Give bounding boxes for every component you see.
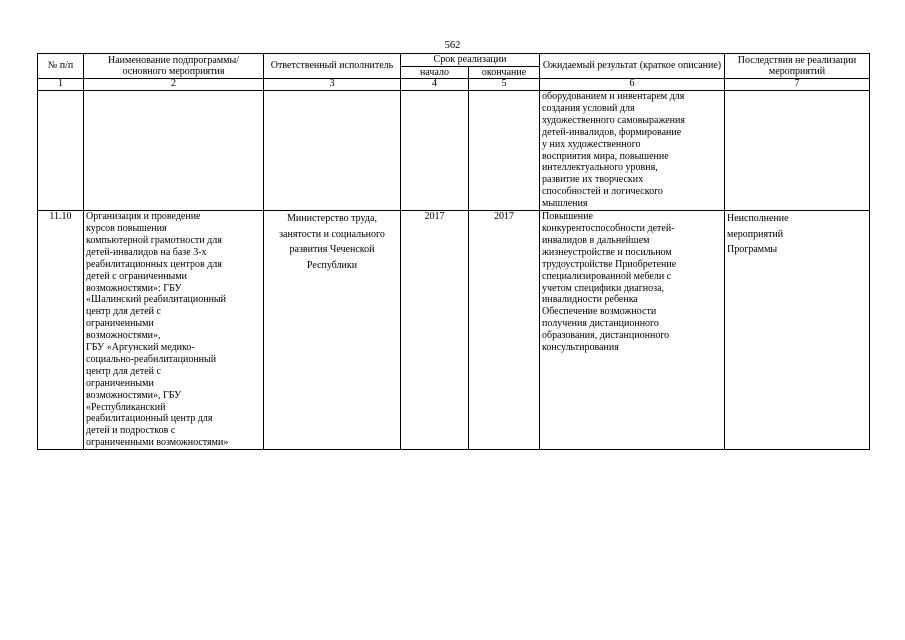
header-row [38, 54, 870, 67]
header-col-term: Срок реализации [401, 54, 540, 67]
row-result-cell: Повышение конкурентоспособности детей- инвалидов в дальнейшем жизнеустройстве и посильном трудоустройстве Приобретение специализированной мебели с учетом специфики диагноза, инвалидности ребенка Обеспечение возможности получения дистанционного образования, дистанционного консультирования [540, 211, 725, 450]
column-number: 2 [84, 79, 264, 91]
header-col-start: начало [401, 66, 469, 79]
table-row [38, 211, 870, 450]
page-number: 562 [444, 40, 461, 51]
header-col-num: № п/п [38, 54, 84, 79]
row-start-cell: 2017 [401, 211, 469, 450]
row-result-cell: оборудованием и инвентарем для создания условий для художественного самовыражения детей-инвалидов, формирование у них художественного восприятия мира, повышение интеллектуального уровня, развитие их творческих способностей и логического мышления [540, 91, 725, 211]
row-consequences-cell [725, 91, 870, 211]
column-number: 6 [540, 79, 725, 91]
header-col-name: Наименование подпрограммы/ основного мероприятия [84, 54, 264, 79]
header-col-result: Ожидаемый результат (краткое описание) [540, 54, 725, 79]
row-end-cell: 2017 [469, 211, 540, 450]
row-executor-cell: Министерство труда, занятости и социального развития Чеченской Республики [264, 211, 401, 450]
row-executor-cell [264, 91, 401, 211]
column-number: 1 [38, 79, 84, 91]
row-name-cell: Организация и проведение курсов повышения компьютерной грамотности для детей-инвалидов на базе 3-х реабилитационных центров для детей с ограниченными возможностями»: ГБУ «Шалинский реабилитационный центр для детей с ограниченными возможностями», ГБУ «Аргунский медико- социально-реабилитационный центр для детей с ограниченными возможностями», ГБУ «Республиканский реабилитационный центр для детей и подростков с ограниченными возможностями» [84, 211, 264, 450]
header-col-consequences: Последствия не реализации мероприятий [725, 54, 870, 79]
column-number: 3 [264, 79, 401, 91]
row-name-cell [84, 91, 264, 211]
header-col-executor: Ответственный исполнитель [264, 54, 401, 79]
row-number-cell [38, 91, 84, 211]
header-col-end: окончание [469, 66, 540, 79]
column-number: 7 [725, 79, 870, 91]
row-consequences-cell: Неисполнение мероприятий Программы [725, 211, 870, 450]
program-table [37, 53, 870, 450]
row-start-cell [401, 91, 469, 211]
column-number: 5 [469, 79, 540, 91]
row-number-cell: 11.10 [38, 211, 84, 450]
table-row [38, 91, 870, 211]
row-end-cell [469, 91, 540, 211]
column-number-row [38, 79, 870, 91]
column-number: 4 [401, 79, 469, 91]
